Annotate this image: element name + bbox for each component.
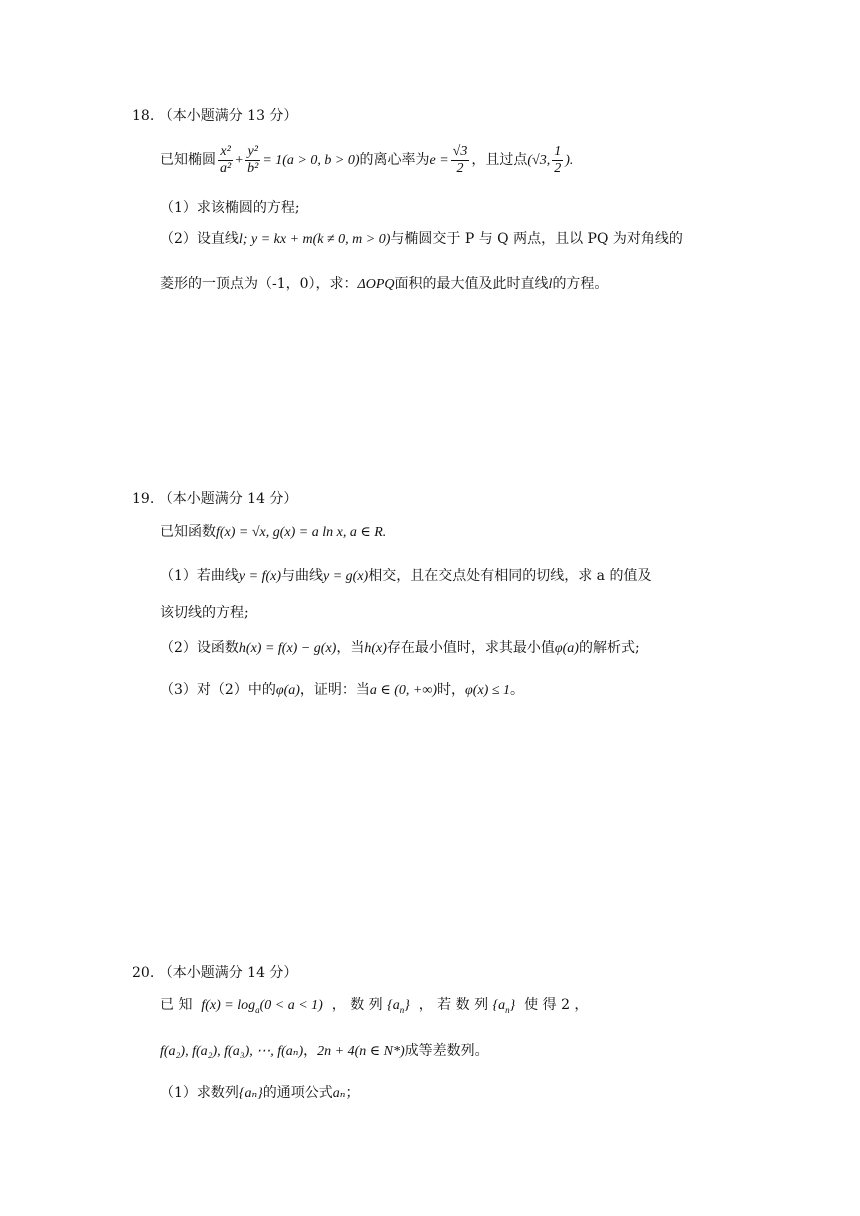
q18-intro: 已知椭圆 $\frac{\text{x²}}{\text{a²}}$ + $\frac{\text{y²}}{\text{b²}}$ = 1(a > 0, b > 0)的离心率为e = $\frac{√3}{2}$ ，且过点(√3, $\frac{1}{2}$ ). xyxy=(160,143,574,176)
ellipse-fraction-y: $\frac{\text{y²}}{\text{b²}}$ xyxy=(247,143,259,176)
q19-intro: 已知函数f(x) = √x, g(x) = a ln x, a ∈ R. xyxy=(160,524,387,540)
point-fraction: $\frac{1}{2}$ xyxy=(554,143,562,176)
ellipse-condition: = 1(a > 0, b > 0) xyxy=(262,153,360,168)
q18-part2-cont: 菱形的一顶点为（-1，0），求：ΔOPQ面积的最大值及此时直线l的方程。 xyxy=(160,276,609,292)
ellipse-fraction-x: $\frac{\text{x²}}{\text{a²}}$ xyxy=(220,143,232,176)
line-equation: l; y = kx + m(k ≠ 0, m > 0) xyxy=(238,232,391,247)
q20-line2: f(a₂), f(a₂), f(a₃), ⋯, f(aₙ)，2n + 4(n ∈ N*)成等差数列。 xyxy=(160,1043,489,1059)
q19-part1: （1）若曲线y = f(x)与曲线y = g(x)相交，且在交点处有相同的切线，求 a 的值及 xyxy=(160,568,652,584)
q20-header: 20. （本小题满分 14 分） xyxy=(132,965,298,981)
q19-part1-cont: 该切线的方程; xyxy=(160,605,249,621)
q19-part3: （3）对（2）中的φ(a)，证明：当a ∈ (0, +∞)时，φ(x) ≤ 1。 xyxy=(160,682,524,698)
q18-header: 18. （本小题满分 13 分） xyxy=(132,108,298,124)
function-definitions: f(x) = √x, g(x) = a ln x, a ∈ R. xyxy=(216,525,387,540)
q18-part2: （2）设直线l; y = kx + m(k ≠ 0, m > 0)与椭圆交于 P 与 Q 两点，且以 PQ 为对角线的 xyxy=(160,231,683,247)
q20-line1: 已 知 $f(x) = \log_a(0 < a < 1)$ ， 数 列 $\{a_n\}$ ， 若 数 列 $\{a_n\}$ 使 得 2 ， xyxy=(160,997,589,1015)
q19-header: 19. （本小题满分 14 分） xyxy=(132,491,298,507)
eccentricity-fraction: $\frac{√3}{2}$ xyxy=(452,143,468,176)
q20-part1: （1）求数列{aₙ}的通项公式aₙ； xyxy=(160,1085,360,1101)
q19-part2: （2）设函数h(x) = f(x) − g(x)，当h(x)存在最小值时，求其最小值φ(a)的解析式; xyxy=(160,640,640,656)
q18-part1: （1）求该椭圆的方程; xyxy=(160,200,300,216)
